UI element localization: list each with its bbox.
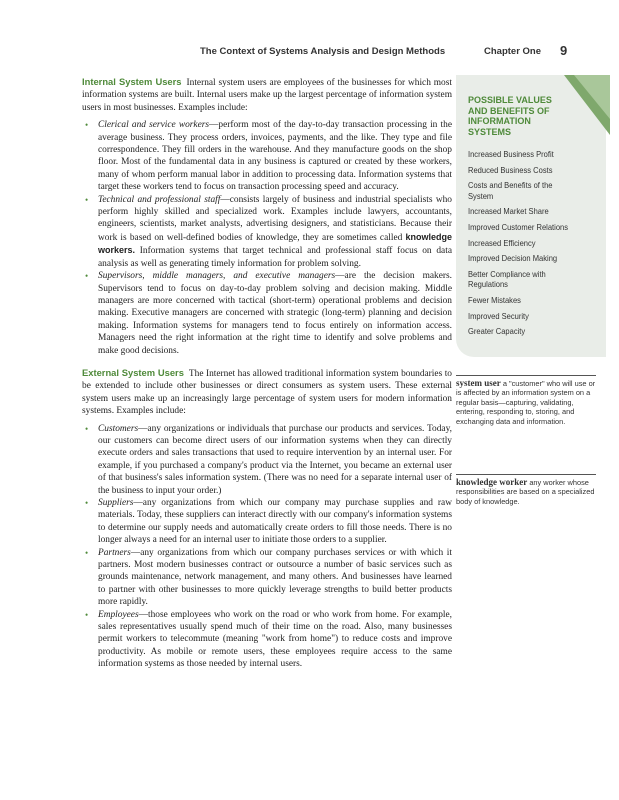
- benefits-sidebar: [456, 75, 606, 357]
- list-item-text: —any organizations from which our company may purchase supplies and raw materials. Today, these suppliers can interact directly with our company's information systems to determine our supply needs and automatically create orders to fill those needs. There is no longer always a need for an internal user to initiate those orders to a supplier.: [98, 498, 452, 546]
- list-item-term: Supervisors, middle managers, and executive managers: [98, 271, 336, 282]
- list-item: [82, 497, 452, 547]
- list-item-text: —those employees who work on the road or who work from home. For example, sales representatives usually spend much of their time on the road. Also, many businesses permit workers to telecommute (meaning "work from home") to reduce costs and improve productivity. As mobile or remote users, these employees require access to the same information systems as those needed by internal users.: [98, 609, 452, 670]
- running-title: The Context of Systems Analysis and Design Methods: [200, 46, 446, 57]
- list-item: [82, 547, 452, 609]
- benefit-item: Increased Efficiency: [468, 237, 536, 248]
- glossary-rule: [456, 375, 596, 376]
- external-users-lead: External System Users: [82, 366, 184, 378]
- benefit-item: Increased Market Share: [468, 206, 549, 217]
- list-item-text: Information systems that target technical and professional staff focus on data analysis as well as generating timely information for problem solving.: [98, 246, 452, 269]
- benefit-item: Better Compliance with Regulations: [468, 268, 546, 290]
- page-curl-icon: [564, 75, 610, 135]
- benefit-item: Costs and Benefits of the System: [468, 180, 553, 201]
- glossary-rule: [456, 474, 596, 475]
- benefit-item: Improved Decision Making: [468, 253, 558, 264]
- internal-users-section: [82, 76, 452, 357]
- internal-users-lead: Internal System Users: [82, 76, 182, 87]
- glossary-knowledge-worker: [456, 474, 596, 506]
- external-intro-text: The Internet has allowed traditional information system boundaries to be extended to include other businesses or direct consumers as system users. These external system users make up an increasingly large percentage of system users for modern information systems. Examples include:: [82, 368, 452, 417]
- external-intro-paragraph: [82, 367, 452, 418]
- list-item: [82, 423, 452, 497]
- sidebar-title: POSSIBLE VALUES AND BENEFITS OF INFORMATION SYSTEMS: [468, 95, 552, 137]
- benefit-item: Greater Capacity: [468, 326, 526, 337]
- list-item-text: —any organizations or individuals that purchase our products and services. Today, our customers can become direct users of our information systems when they can directly execute orders and sales transactions that used to require intervention by an internal user. For example, if you purchased a company's product via the Internet, you became an external user of that business's sales information system. (There was no need for a separate internal user of the business to input your order.): [98, 423, 452, 496]
- benefit-item: Reduced Business Costs: [468, 164, 553, 175]
- main-column: [82, 76, 452, 671]
- glossary-definition: any worker whose responsibilities are based on a specialized body of knowledge.: [456, 478, 595, 506]
- internal-intro-paragraph: [82, 76, 452, 114]
- list-item: [82, 194, 452, 270]
- list-item-text: —consists largely of business and industrial specialists who perform highly skilled and specialized work. Examples include lawyers, accountants, engineers, scientists, market analysts, advertising designers, and statisticians. Because their work is based on well-defined bodies of knowledge, they are sometimes called: [98, 194, 452, 243]
- list-item-term: Clerical and service workers: [98, 120, 210, 131]
- benefit-item: Fewer Mistakes: [468, 294, 521, 305]
- list-item: [82, 609, 452, 671]
- list-item-term: Customers: [98, 423, 139, 434]
- internal-intro-text: Internal system users are employees of the businesses for which most information systems are built. Internal users make up the largest percentage of information system users in most businesses. Examples include:: [82, 78, 452, 113]
- glossary-term: system user: [456, 378, 501, 388]
- external-users-list: [82, 423, 452, 671]
- benefit-item: Improved Customer Relations: [468, 221, 569, 232]
- list-item-term: Partners: [98, 547, 131, 558]
- chapter-label: Chapter One: [484, 46, 542, 57]
- benefits-list: [468, 149, 579, 342]
- running-header: [200, 44, 580, 60]
- knowledge-workers-keyword: knowledge workers.: [98, 231, 452, 256]
- external-users-section: [82, 367, 452, 671]
- list-item-term: Suppliers: [98, 498, 134, 508]
- list-item-text: —any organizations from which our company purchases services or with which it partners. Most modern businesses contract or outsource a number of basic services such as grounds maintenance, network management, and many others. And businesses have learned to partner with other businesses to more quickly leverage strengths to build better products more rapidly.: [98, 547, 452, 608]
- benefit-item: Improved Security: [468, 310, 529, 321]
- page-number: 9: [560, 43, 568, 58]
- list-item-text: —perform most of the day-to-day transaction processing in the average business. They process orders, invoices, payments, and the like. They type and file correspondence. They fill orders in the warehouse. And they manufacture goods on the shop floor. Most of the fundamental data in any business is captured or created by these workers, many of whom perform manual labor in addition to processing data. Information systems that target these workers tend to focus on transaction processing speed and accuracy.: [98, 120, 452, 193]
- list-item-term: Employees: [98, 609, 139, 620]
- list-item-text: —are the decision makers. Supervisors tend to focus on day-to-day problem solving and decision making. Middle managers are more concerned with tactical (short-term) operational problems and decision making. Executive managers are concerned with strategic (long-term) planning and decision making. Information systems for managers tend to focus entirely on information access. Managers need the right information at the right time to identify and solve problems and make good decisions.: [98, 271, 452, 356]
- internal-users-list: [82, 119, 452, 357]
- list-item: [82, 119, 452, 193]
- list-item-term: Technical and professional staff: [98, 194, 221, 205]
- list-item: [82, 270, 452, 357]
- benefit-item: Increased Business Profit: [468, 149, 554, 159]
- glossary-definition: a "customer" who will use or is affected by an information system on a regular basis—capturing, validating, entering, responding to, storing, and exchanging data and information.: [456, 379, 596, 426]
- glossary-system-user: [456, 375, 596, 426]
- glossary-term: knowledge worker: [456, 477, 528, 487]
